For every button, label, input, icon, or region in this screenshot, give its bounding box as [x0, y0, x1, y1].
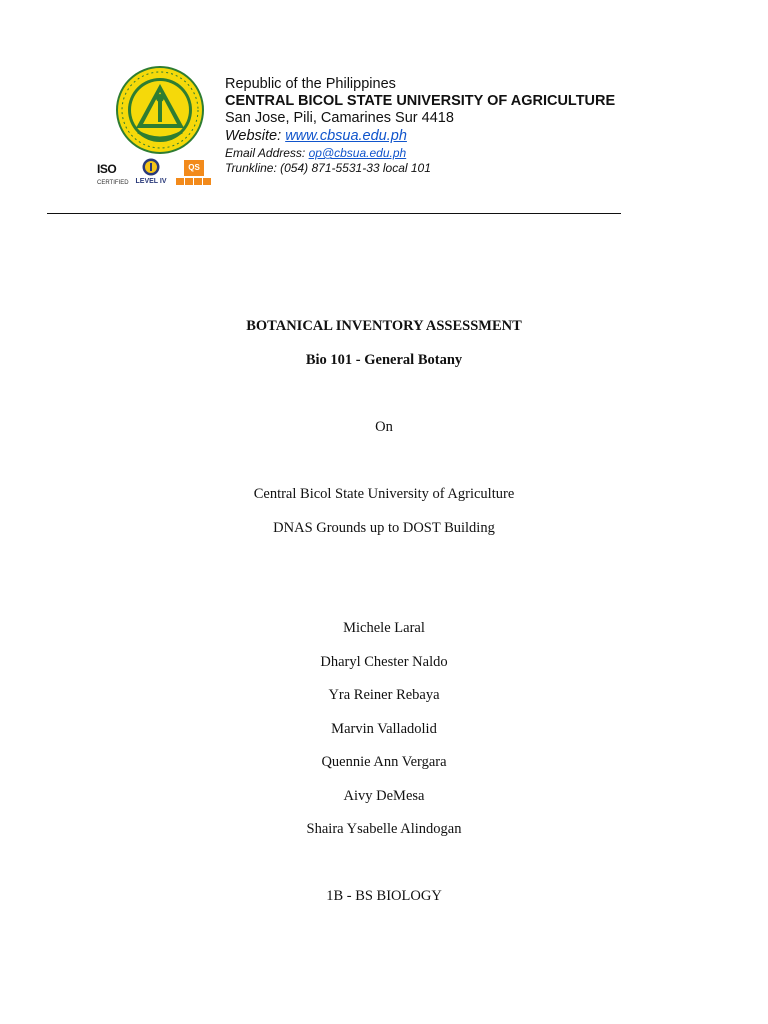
on-label: On [375, 419, 393, 435]
star-icon [185, 178, 193, 185]
organization-info [225, 76, 615, 176]
header-divider [47, 213, 621, 214]
member-name: Marvin Valladolid [331, 721, 437, 737]
email-label: Email Address: [225, 146, 306, 160]
qs-stars-icon [176, 178, 212, 185]
website-link[interactable]: www.cbsua.edu.ph [285, 128, 407, 144]
email-link[interactable]: op@cbsua.edu.ph [308, 146, 407, 160]
course-title: Bio 101 - General Botany [305, 352, 463, 368]
iso-badge-label: ISO [97, 162, 117, 176]
iso-badge-sublabel: CERTIFIED [97, 180, 129, 186]
republic-line: Republic of the Philippines [225, 76, 396, 92]
torch-icon [142, 158, 160, 176]
star-icon [194, 178, 202, 185]
member-name: Aivy DeMesa [343, 788, 425, 804]
member-name: Dharyl Chester Naldo [320, 654, 448, 670]
star-icon [176, 178, 184, 185]
location-line-1: Central Bicol State University of Agriculture [253, 486, 515, 502]
iso-badge [96, 158, 128, 192]
member-name: Shaira Ysabelle Alindogan [306, 821, 462, 837]
member-name: Michele Laral [343, 620, 425, 636]
accreditation-badges [96, 158, 216, 192]
level-badge-label: LEVEL IV [135, 178, 167, 185]
qs-badge-label: QS [184, 160, 204, 176]
university-seal-icon [116, 66, 204, 154]
location-line-2: DNAS Grounds up to DOST Building [273, 520, 495, 536]
level-badge [134, 158, 166, 192]
letterhead [0, 0, 768, 230]
email-line [225, 146, 615, 161]
website-line [225, 127, 615, 146]
member-name: Quennie Ann Vergara [321, 754, 447, 770]
trunkline-line: Trunkline: (054) 871-5531-33 local 101 [225, 161, 431, 175]
website-label: Website: [225, 128, 282, 144]
address-line: San Jose, Pili, Camarines Sur 4418 [225, 110, 454, 126]
star-icon [203, 178, 211, 185]
member-name: Yra Reiner Rebaya [328, 687, 440, 703]
qs-badge [176, 158, 212, 192]
university-name: CENTRAL BICOL STATE UNIVERSITY OF AGRICULTURE [225, 93, 616, 109]
section-label: 1B - BS BIOLOGY [326, 888, 442, 904]
document-title: BOTANICAL INVENTORY ASSESSMENT [246, 318, 522, 334]
